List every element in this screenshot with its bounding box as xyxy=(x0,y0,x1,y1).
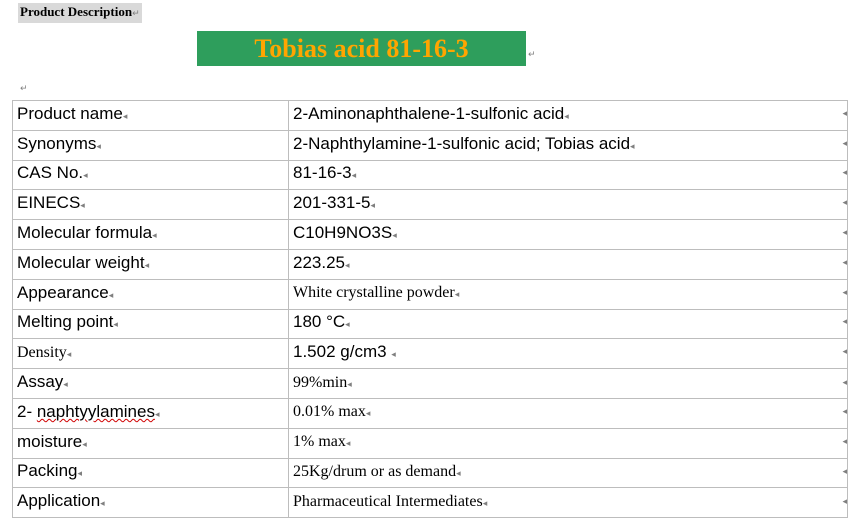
cell-mark: ◂ xyxy=(391,350,396,361)
section-heading xyxy=(18,3,142,23)
row-value xyxy=(289,130,848,160)
cell-mark: ◂ xyxy=(66,349,72,360)
cell-text: Molecular formula xyxy=(17,223,153,243)
cell-text: 223.25 xyxy=(293,252,345,272)
row-label xyxy=(13,190,289,220)
row-value xyxy=(289,309,848,339)
cell-mark: ◂ xyxy=(454,290,460,301)
cell-text: Application xyxy=(17,491,101,511)
row-label xyxy=(13,398,289,428)
table-row xyxy=(13,101,848,131)
cell-mark: ◂ xyxy=(113,320,118,331)
row-label xyxy=(13,279,289,309)
cell-mark: ◂ xyxy=(842,407,847,418)
cell-text: 81-16-3 xyxy=(293,163,352,183)
product-title: Tobias acid 81-16-3 xyxy=(197,31,526,66)
row-value xyxy=(289,220,848,250)
cell-mark: ◂ xyxy=(392,231,397,242)
table-row xyxy=(13,398,848,428)
row-value xyxy=(289,339,848,369)
cell-mark: ◂ xyxy=(842,108,847,119)
cell-mark: ◂ xyxy=(564,111,569,122)
cell-mark: ◂ xyxy=(345,260,350,271)
row-label xyxy=(13,369,289,399)
paragraph-mark: ↵ xyxy=(20,84,28,94)
cell-text: 99%min xyxy=(293,373,348,391)
row-label xyxy=(13,309,289,339)
cell-mark: ◂ xyxy=(100,499,105,510)
table-row xyxy=(13,220,848,250)
cell-mark: ◂ xyxy=(154,409,160,420)
cell-text: 25Kg/drum or as demand xyxy=(293,462,457,480)
cell-mark: ◂ xyxy=(630,141,635,152)
cell-mark: ◂ xyxy=(842,437,847,448)
table-row xyxy=(13,428,848,458)
cell-mark: ◂ xyxy=(842,317,847,328)
product-spec-table xyxy=(12,100,848,518)
row-value xyxy=(289,279,848,309)
cell-mark: ◂ xyxy=(108,290,114,301)
cell-text: White crystalline powder xyxy=(293,284,455,302)
row-value xyxy=(289,428,848,458)
cell-mark: ◂ xyxy=(456,468,461,479)
cell-mark: ◂ xyxy=(482,498,488,509)
table-row xyxy=(13,488,848,518)
cell-text: Density xyxy=(17,343,67,361)
row-value xyxy=(289,488,848,518)
cell-mark: ◂ xyxy=(351,171,357,182)
cell-text: 1% max xyxy=(293,433,346,451)
table-row xyxy=(13,279,848,309)
cell-mark: ◂ xyxy=(345,439,351,450)
row-value xyxy=(289,458,848,488)
table-row xyxy=(13,369,848,399)
cell-text: Molecular weight xyxy=(17,252,145,272)
paragraph-mark: ↵ xyxy=(132,9,140,19)
cell-text: Assay xyxy=(17,372,64,392)
cell-mark: ◂ xyxy=(842,168,847,179)
cell-text: Packing xyxy=(17,461,78,481)
row-label xyxy=(13,130,289,160)
cell-text: 180 °C xyxy=(293,312,346,332)
cell-text: EINECS xyxy=(17,193,81,213)
cell-mark: ◂ xyxy=(122,111,128,122)
cell-mark: ◂ xyxy=(347,379,352,390)
table-row xyxy=(13,190,848,220)
table-row xyxy=(13,458,848,488)
row-value xyxy=(289,101,848,131)
row-value xyxy=(289,369,848,399)
section-heading-text: Product Description xyxy=(20,4,133,19)
cell-mark: ◂ xyxy=(842,288,847,299)
row-label xyxy=(13,428,289,458)
row-value xyxy=(289,398,848,428)
cell-text: moisture xyxy=(17,431,83,451)
row-label xyxy=(13,160,289,190)
cell-mark: ◂ xyxy=(82,439,87,450)
cell-text: C10H9NO3S xyxy=(293,223,393,243)
cell-mark: ◂ xyxy=(370,201,376,212)
row-value xyxy=(289,160,848,190)
row-label xyxy=(13,339,289,369)
cell-mark: ◂ xyxy=(842,377,847,388)
cell-mark: ◂ xyxy=(77,469,83,480)
cell-mark: ◂ xyxy=(144,260,150,271)
row-label xyxy=(13,101,289,131)
cell-text: 2- xyxy=(17,401,37,421)
cell-text: Pharmaceutical Intermediates xyxy=(293,492,483,510)
cell-mark: ◂ xyxy=(63,380,68,391)
cell-mark: ◂ xyxy=(345,320,350,331)
row-value xyxy=(289,249,848,279)
cell-text: Synonyms xyxy=(17,133,97,153)
cell-text: 0.01% max xyxy=(293,403,366,421)
cell-mark: ◂ xyxy=(842,257,847,268)
cell-text: 2-Naphthylamine-1-sulfonic acid; Tobias acid xyxy=(293,133,631,153)
table-row xyxy=(13,309,848,339)
cell-text: Appearance xyxy=(17,282,109,302)
cell-text: 201-331-5 xyxy=(293,193,371,213)
row-label xyxy=(13,249,289,279)
cell-mark: ◂ xyxy=(96,141,101,152)
cell-text: 2-Aminonaphthalene-1-sulfonic acid xyxy=(293,103,565,123)
row-label xyxy=(13,458,289,488)
cell-mark: ◂ xyxy=(842,198,847,209)
cell-text: 1.502 g/cm3 xyxy=(293,342,387,362)
cell-text: Product name xyxy=(17,103,123,123)
cell-text: CAS No. xyxy=(17,163,84,183)
cell-mark: ◂ xyxy=(152,231,157,242)
table-row xyxy=(13,130,848,160)
cell-mark: ◂ xyxy=(842,138,847,149)
paragraph-mark: ↵ xyxy=(528,50,536,60)
cell-mark: ◂ xyxy=(842,466,847,477)
table-row xyxy=(13,160,848,190)
row-label xyxy=(13,488,289,518)
cell-mark: ◂ xyxy=(842,496,847,507)
table-row xyxy=(13,339,848,369)
cell-mark: ◂ xyxy=(83,171,88,182)
cell-text: Melting point xyxy=(17,312,114,332)
cell-mark: ◂ xyxy=(365,409,371,420)
table-row xyxy=(13,249,848,279)
cell-mark: ◂ xyxy=(842,347,847,358)
cell-mark: ◂ xyxy=(80,201,85,212)
spellcheck-word: naphtyylamines xyxy=(36,401,155,421)
row-value xyxy=(289,190,848,220)
row-label xyxy=(13,220,289,250)
cell-mark: ◂ xyxy=(842,228,847,239)
